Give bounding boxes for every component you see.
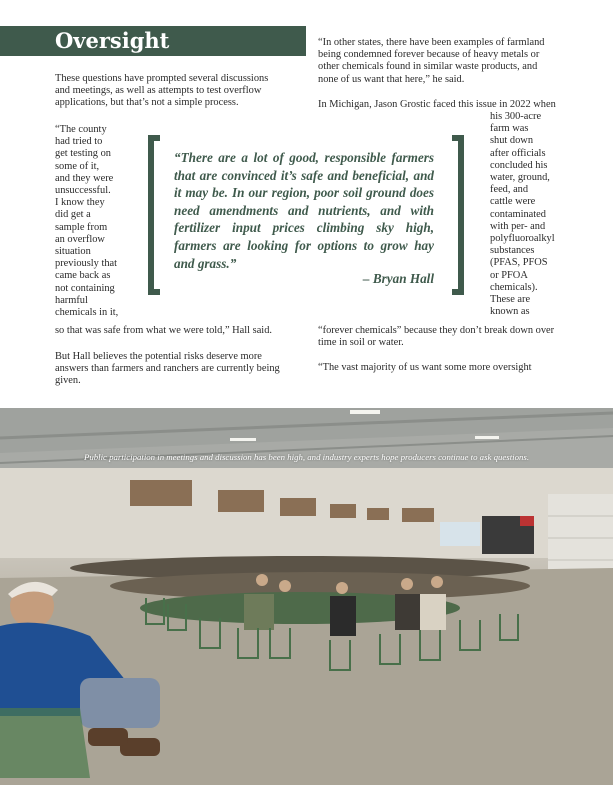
right-para-2-line: chemicals). [490, 281, 538, 293]
right-para-2-line: with per- and [490, 220, 546, 232]
pull-quote-attribution: – Bryan Hall [362, 271, 434, 286]
photo-caption: Public participation in meetings and discussion has been high, and industry experts hope producers continue to ask questions. [83, 452, 530, 462]
right-para-1: “In other states, there have been examples of farmland being condemned forever because of heavy metals or other chemicals found in similar waste products, and none of us want that here,” he said. [318, 37, 545, 85]
right-para-2-line: substances [490, 245, 535, 257]
left-para-2-line: get testing on [55, 148, 111, 160]
right-para-2-line: feed, and [490, 184, 529, 196]
left-para-2-end: so that was safe from what we were told,” Hall said. [55, 325, 272, 336]
right-para-3: “The vast majority of us want some more oversight [318, 362, 532, 373]
right-para-2-line: cattle were [490, 196, 536, 208]
right-bracket [452, 135, 464, 295]
left-para-2-line: “The county [55, 124, 107, 135]
left-para-2-line: some of it, [55, 160, 100, 172]
pull-quote [148, 135, 464, 300]
pull-quote-text: “There are a lot of good, responsible farmers that are convinced it’s safe and beneficial, and it may be. In our region, poor soil ground does need amendments and nutrients, and with fertilizer input prices climbing sky high, farmers are looking for options to grow hay and grass.” [174, 150, 434, 271]
left-para-2-line: harmful [55, 294, 88, 306]
left-para-2-line: sample from [55, 221, 108, 233]
left-para-2-line: came back as [55, 270, 111, 282]
left-para-2-line: did get a [55, 209, 91, 221]
right-para-2-line: known as [490, 306, 530, 318]
left-para-2-narrow [55, 124, 145, 319]
left-para-2-line: previously that [55, 258, 118, 270]
right-para-2-line: after officials [490, 147, 546, 159]
section-title: Oversight [55, 28, 170, 53]
right-para-2-line: (PFAS, PFOS [490, 257, 548, 269]
section-title-banner [0, 26, 306, 56]
right-para-2-line: his 300-acre [490, 111, 542, 122]
left-para-2-line: I know they [55, 197, 105, 209]
left-para-3: But Hall believes the potential risks deserve more answers than farmers and ranchers are currently being given. [55, 351, 280, 387]
meeting-photo-illustration [0, 408, 613, 785]
right-para-2-line: These are [490, 294, 531, 306]
left-para-2-line: chemicals in it, [55, 307, 119, 319]
right-para-2-line: concluded his [490, 159, 548, 171]
left-para-1: These questions have prompted several discussions and meetings, as well as attempts to test overflow applications, but that’s not a simple process. [55, 73, 269, 109]
left-bracket [148, 135, 160, 295]
right-para-2-narrow [490, 111, 570, 318]
meeting-photo [0, 408, 613, 785]
left-para-2-line: situation [55, 246, 91, 258]
right-para-2-line: or PFOA [490, 269, 528, 281]
left-para-2-line: not containing [55, 282, 115, 294]
left-para-2-line: had tried to [55, 136, 103, 148]
right-para-2-line: farm was [490, 123, 529, 135]
left-para-2-line: an overflow [55, 233, 105, 245]
right-para-2-line: shut down [490, 135, 534, 147]
left-para-2-line: unsuccessful. [55, 185, 111, 197]
left-para-2-line: and they were [55, 172, 114, 184]
right-para-2-line: water, ground, [490, 172, 550, 184]
right-para-2-line: contaminated [490, 208, 546, 220]
right-para-2-first: In Michigan, Jason Grostic faced this issue in 2022 when [318, 99, 556, 110]
right-para-2-end: “forever chemicals” because they don’t break down over time in soil or water. [318, 325, 555, 349]
right-para-2-line: polyfluoroalkyl [490, 233, 555, 245]
